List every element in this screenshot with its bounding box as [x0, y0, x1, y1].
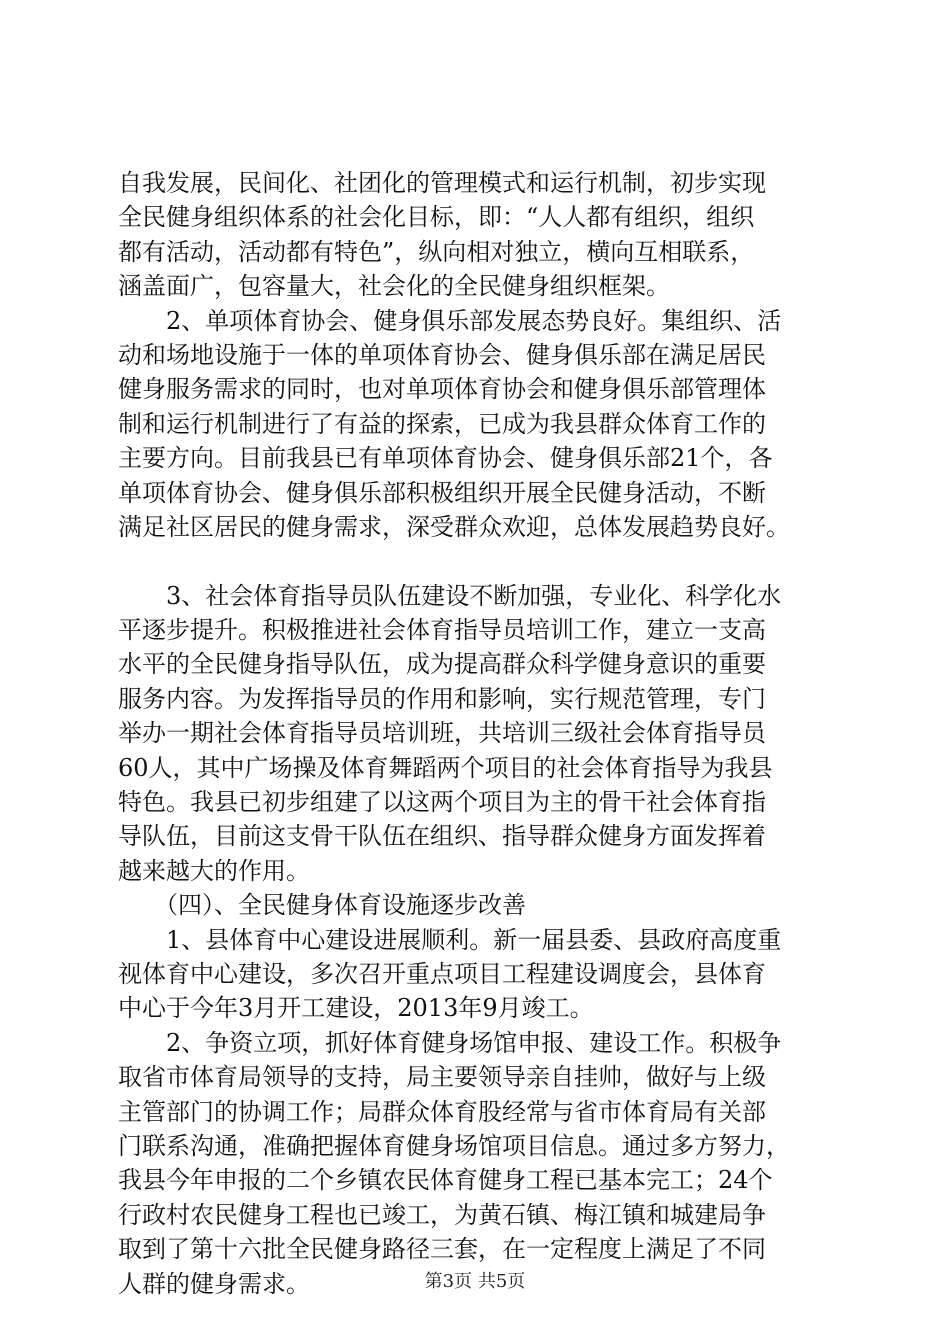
text-line: 越来越大的作用。 — [118, 856, 310, 885]
text-line: 服务内容。为发挥指导员的作用和影响，实行规范管理，专门 — [118, 684, 766, 713]
text-line: 主管部门的协调工作；局群众体育股经常与省市体育局有关部 — [118, 1097, 766, 1126]
text-line: 单项体育协会、健身俱乐部积极组织开展全民健身活动，不断 — [118, 478, 766, 507]
text-line: 水平的全民健身指导队伍，成为提高群众科学健身意识的重要 — [118, 650, 766, 679]
text-line: 涵盖面广，包容量大，社会化的全民健身组织框架。 — [118, 272, 670, 301]
text-line: 自我发展，民间化、社团化的管理模式和运行机制，初步实现 — [118, 169, 766, 197]
text-line: 健身服务需求的同时，也对单项体育协会和健身俱乐部管理体 — [118, 375, 766, 404]
text-line: 取到了第十六批全民健身路径三套，在一定程度上满足了不同 — [118, 1235, 766, 1264]
body-text — [118, 166, 848, 1301]
text-line: 1、县体育中心建设进展顺利。新一届县委、县政府高度重 — [118, 925, 782, 954]
text-line: 全民健身组织体系的社会化目标，即：“人人都有组织，组织 — [118, 203, 755, 232]
text-line: 主要方向。目前我县已有单项体育协会、健身俱乐部21个，各 — [118, 444, 773, 473]
text-line: 平逐步提升。积极推进社会体育指导员培训工作，建立一支高 — [118, 616, 766, 645]
text-line: （四）、全民健身体育设施逐步改善 — [118, 891, 526, 920]
text-line: 门联系沟通，准确把握体育健身场馆项目信息。通过多方努力， — [118, 1131, 790, 1160]
text-line: 制和运行机制进行了有益的探索，已成为我县群众体育工作的 — [118, 409, 766, 438]
text-line: 我县今年申报的二个乡镇农民体育健身工程已基本完工；24个 — [118, 1166, 773, 1195]
text-line: 动和场地设施于一体的单项体育协会、健身俱乐部在满足居民 — [118, 340, 766, 369]
blank-line — [118, 544, 848, 578]
text-line: 都有活动，活动都有特色”，纵向相对独立，横向互相联系， — [118, 237, 755, 266]
page-footer: 第3页 共5页 — [424, 1271, 526, 1292]
text-line: 3、社会体育指导员队伍建设不断加强，专业化、科学化水 — [118, 581, 782, 610]
text-line: 举办一期社会体育指导员培训班，共培训三级社会体育指导员 — [118, 719, 766, 748]
text-line: 特色。我县已初步组建了以这两个项目为主的骨干社会体育指 — [118, 788, 766, 817]
text-line: 2、争资立项，抓好体育健身场馆申报、建设工作。积极争 — [118, 1028, 782, 1057]
text-line: 满足社区居民的健身需求，深受群众欢迎，总体发展趋势良好。 — [118, 512, 790, 541]
text-line: 人群的健身需求。 — [118, 1269, 310, 1298]
text-line: 导队伍，目前这支骨干队伍在组织、指导群众健身方面发挥着 — [118, 822, 766, 851]
text-line: 视体育中心建设，多次召开重点项目工程建设调度会，县体育 — [118, 959, 766, 988]
text-line: 取省市体育局领导的支持，局主要领导亲自挂帅，做好与上级 — [118, 1063, 766, 1092]
text-line: 60人，其中广场操及体育舞蹈两个项目的社会体育指导为我县 — [118, 753, 773, 782]
text-line: 中心于今年3月开工建设，2013年9月竣工。 — [118, 994, 594, 1023]
text-line: 行政村农民健身工程也已竣工，为黄石镇、梅江镇和城建局争 — [118, 1200, 766, 1229]
text-line: 2、单项体育协会、健身俱乐部发展态势良好。集组织、活 — [118, 306, 782, 335]
